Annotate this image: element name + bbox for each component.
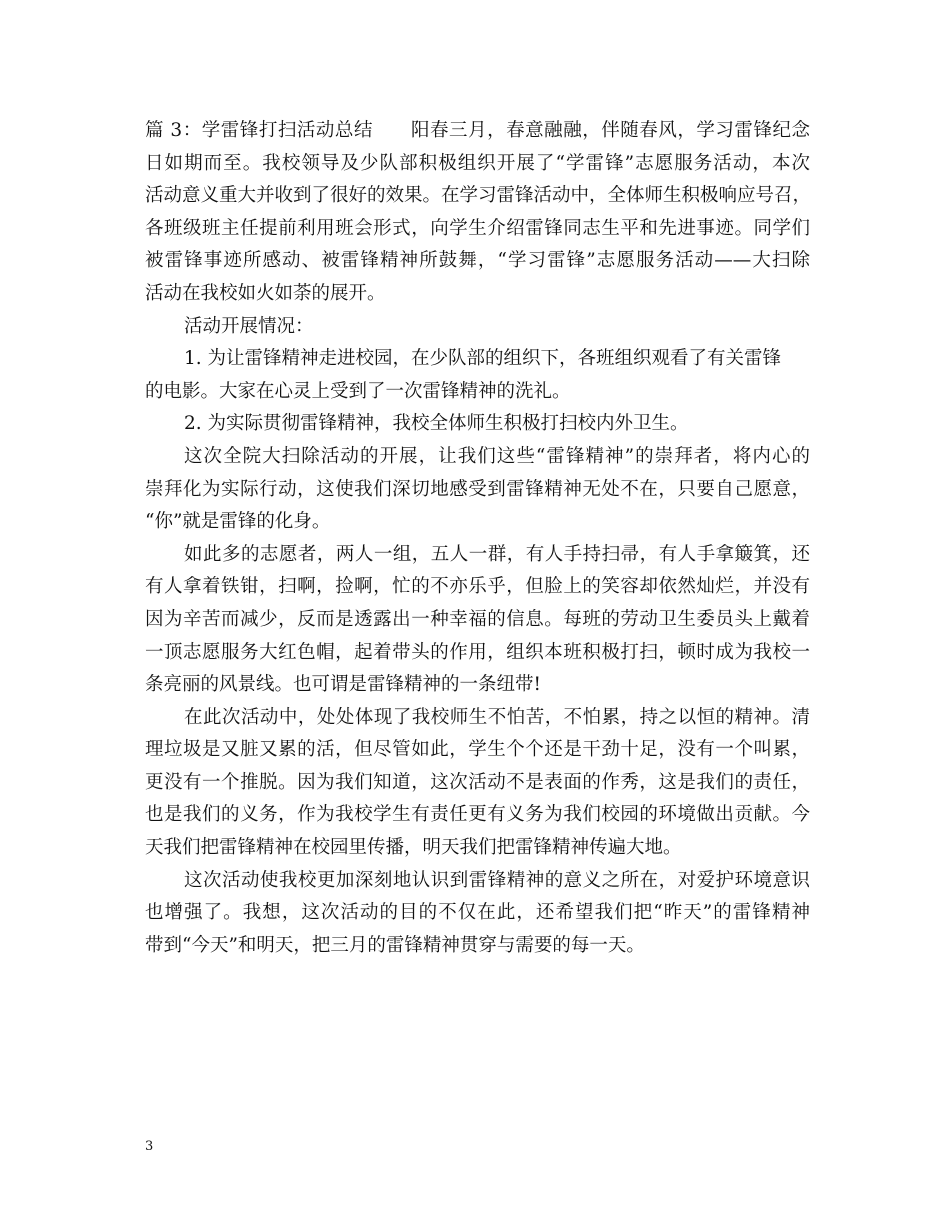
list-item-text: 的电影。大家在心灵上受到了一次雷锋精神的洗礼。 [145, 380, 571, 402]
page-number: 3 [145, 1139, 154, 1154]
text-line: 日如期而至。我校领导及少队部积极组织开展了“学雷锋”志愿服务活动，本次 [145, 152, 810, 174]
document-body [145, 115, 810, 962]
text-line: 因为辛苦而减少，反而是透露出一种幸福的信息。每班的劳动卫生委员头上戴着 [145, 608, 810, 630]
text-line: 这次活动使我校更加深刻地认识到雷锋精神的意义之所在，对爱护环境意识 [184, 869, 810, 891]
text-line: 活动意义重大并收到了很好的效果。在学习雷锋活动中，全体师生积极响应号召， [145, 185, 812, 207]
text-line: “你”就是雷锋的化身。 [145, 511, 331, 533]
text-line: 在此次活动中，处处体现了我校师生不怕苦，不怕累，持之以恒的精神。清 [184, 706, 810, 728]
text-line: 这次全院大扫除活动的开展，让我们这些“雷锋精神”的崇拜者，将内心的 [184, 445, 810, 467]
text-line: 崇拜化为实际行动，这使我们深切地感受到雷锋精神无处不在，只要自己愿意， [145, 478, 810, 500]
list-item-text: 1. 为让雷锋精神走进校园，在少队部的组织下，各班组织观看了有关雷锋 [184, 348, 782, 370]
text-line: 各班级班主任提前利用班会形式，向学生介绍雷锋同志生平和先进事迹。同学们 [145, 217, 810, 239]
text-line: 理垃圾是又脏又累的活，但尽管如此，学生个个还是干劲十足，没有一个叫累， [145, 739, 810, 761]
text-line: 有人拿着铁钳，扫啊，捡啊，忙的不亦乐乎，但脸上的笑容却依然灿烂，并没有 [145, 576, 810, 598]
text-line: 条亮丽的风景线。也可谓是雷锋精神的一条纽带! [145, 674, 541, 696]
text-line: 一顶志愿服务大红色帽，起着带头的作用，组织本班积极打扫，顿时成为我校一 [145, 641, 810, 663]
text-line: 被雷锋事迹所感动、被雷锋精神所鼓舞，“学习雷锋”志愿服务活动——大扫除 [145, 250, 810, 272]
text-line: 活动在我校如火如荼的展开。 [145, 282, 386, 304]
text-line: 也是我们的义务，作为我校学生有责任更有义务为我们校园的环境做出贡献。今 [145, 804, 810, 826]
text-line: 也增强了。我想，这次活动的目的不仅在此，还希望我们把“昨天”的雷锋精神 [145, 902, 810, 924]
list-item-text: 2. 为实际贯彻雷锋精神，我校全体师生积极打扫校内外卫生。 [184, 413, 689, 435]
text-line: 如此多的志愿者，两人一组，五人一群，有人手持扫帚，有人手拿簸箕，还 [184, 543, 810, 565]
text-line: 更没有一个推脱。因为我们知道，这次活动不是表面的作秀，这是我们的责任， [145, 771, 810, 793]
text-line: 带到“今天”和明天，把三月的雷锋精神贯穿与需要的每一天。 [145, 934, 645, 956]
section-heading: 活动开展情况： [184, 315, 314, 337]
text-line: 天我们把雷锋精神在校园里传播，明天我们把雷锋精神传遍大地。 [145, 837, 682, 859]
text-line: 篇 3：学雷锋打扫活动总结 阳春三月，春意融融，伴随春风，学习雷锋纪念 [145, 120, 810, 141]
